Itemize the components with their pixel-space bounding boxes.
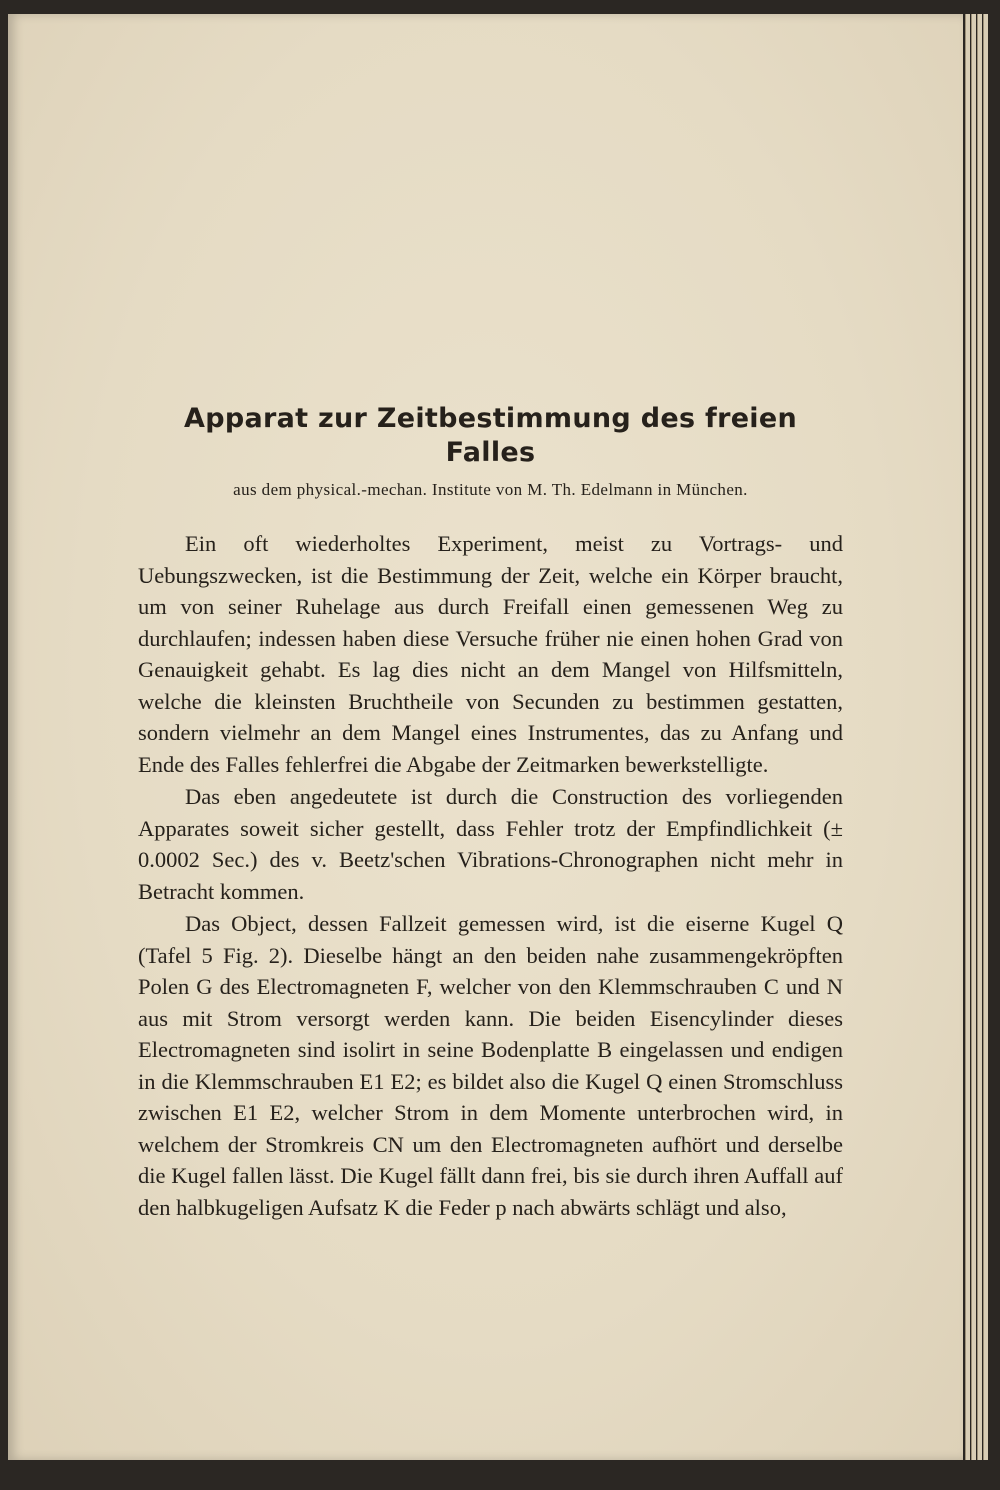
page-edge-1	[965, 14, 970, 1460]
page-edge-4	[983, 14, 988, 1460]
paragraph-1: Ein oft wiederholtes Experiment, meist zu Vortrags- und Uebungszwecken, ist die Bestimmung der Zeit, welche ein Körper braucht, um von seiner Ruhelage aus durch Freifall einen gemessenen Weg zu durchlaufen; indessen haben diese Versuche früher nie einen hohen Grad von Genauigkeit gehabt. Es lag dies nicht an dem Mangel von Hilfsmitteln, welche die kleinsten Bruchtheile von Secunden zu bestimmen gestatten, sondern vielmehr an dem Mangel eines Instrumentes, das zu Anfang und Ende des Falles fehlerfrei die Abgabe der Zeitmarken bewerkstelligte.	[138, 531, 843, 777]
paragraph-3: Das Object, dessen Fallzeit gemessen wird, ist die eiserne Kugel Q (Tafel 5 Fig. 2). Dieselbe hängt an den beiden nahe zusammengekröpften Polen G des Electromagneten F, welcher von den Klemmschrauben C und N aus mit Strom versorgt werden kann. Die beiden Eisencylinder dieses Electromagneten sind isolirt in seine Bodenplatte B eingelassen und endigen in die Klemmschrauben E1 E2; es bildet also die Kugel Q einen Stromschluss zwischen E1 E2, welcher Strom in dem Momente unterbrochen wird, in welchem der Stromkreis CN um den Electromagneten aufhört und derselbe die Kugel fallen lässt. Die Kugel fällt dann frei, bis sie durch ihren Auffall auf den halbkugeligen Aufsatz K die Feder p nach abwärts schlägt und also,	[138, 911, 843, 1220]
article	[138, 402, 843, 1223]
paragraph-2: Das eben angedeutete ist durch die Construction des vorliegenden Apparates soweit sicher gestellt, dass Fehler trotz der Empfindlichkeit (± 0.0002 Sec.) des v. Beetz'schen Vibrations-Chronographen nicht mehr in Betracht kommen.	[138, 784, 843, 904]
page-edge-3	[977, 14, 982, 1460]
page-title: Apparat zur Zeitbestimmung des freien Falles	[184, 403, 797, 468]
book-page	[8, 14, 963, 1460]
page-edge-2	[971, 14, 976, 1460]
subtitle: aus dem physical.-mechan. Institute von M. Th. Edelmann in München.	[233, 480, 748, 499]
